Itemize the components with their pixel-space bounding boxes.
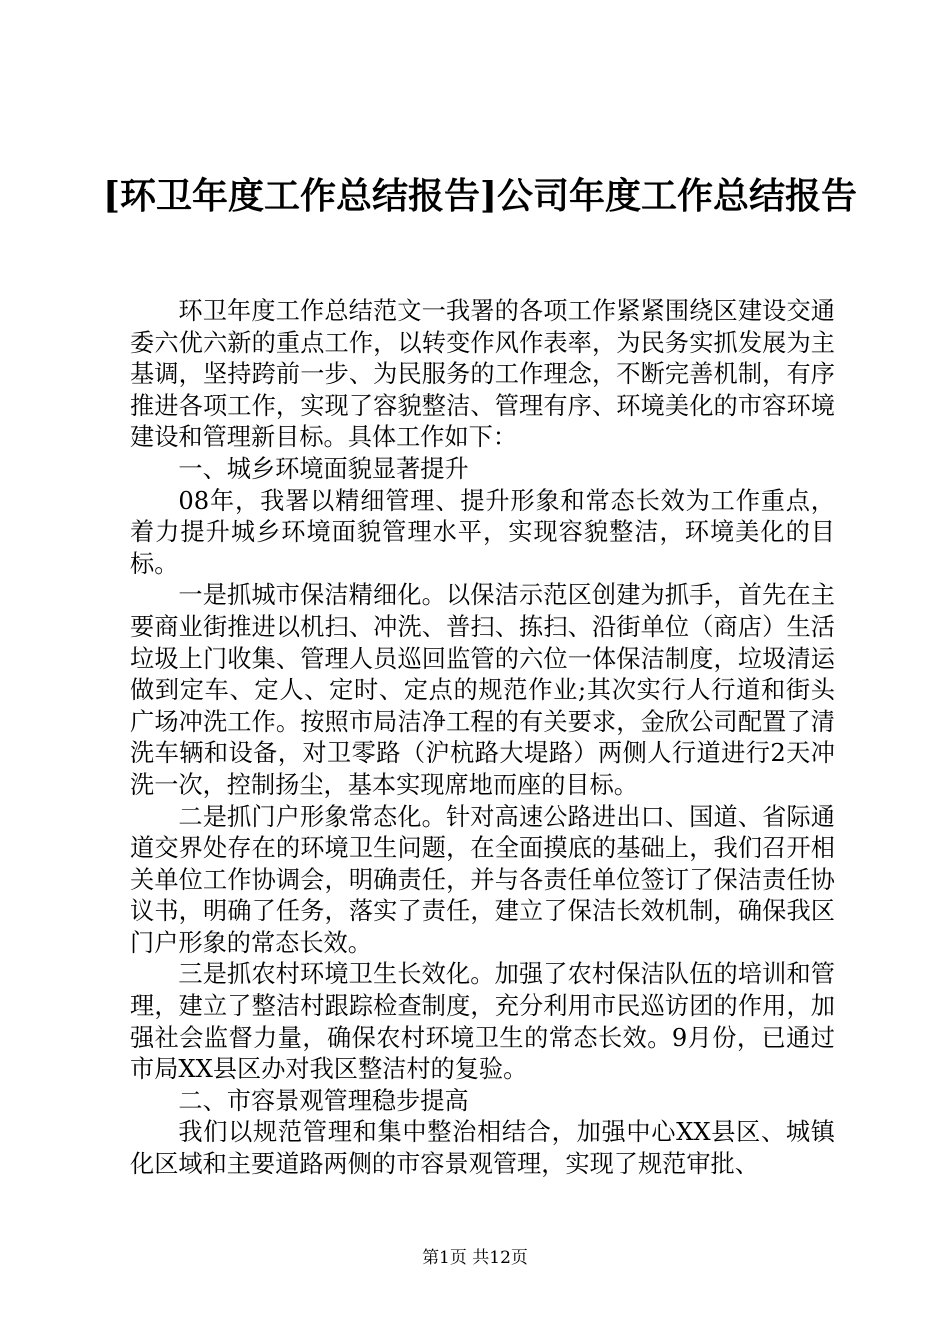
paragraph-gateway-image: 二是抓门户形象常态化。针对高速公路进出口、国道、省际通道交界处存在的环境卫生问题，在全面摸底的基础上，我们召开相关单位工作协调会，明确责任，并与各责任单位签订了保洁责任协议书，明确了任务，落实了责任，建立了保洁长效机制，确保我区门户形象的常态长效。 <box>130 802 835 957</box>
document-body <box>130 296 835 1181</box>
paragraph-cityscape-management: 我们以规范管理和集中整治相结合，加强中心XX县区、城镇化区域和主要道路两侧的市容景观管理，实现了规范审批、 <box>130 1118 835 1179</box>
paragraph-rural-sanitation: 三是抓农村环境卫生长效化。加强了农村保洁队伍的培训和管理，建立了整洁村跟踪检查制度，充分利用市民巡访团的作用，加强社会监督力量，确保农村环境卫生的常态长效。9月份，已通过市局XX县区办对我区整洁村的复验。 <box>130 960 835 1084</box>
section-heading-2: 二、市容景观管理稳步提高 <box>178 1086 469 1115</box>
paragraph-2008-summary: 08年，我署以精细管理、提升形象和常态长效为工作重点，着力提升城乡环境面貌管理水平，实现容貌整洁，环境美化的目标。 <box>130 486 835 578</box>
paragraph-intro: 环卫年度工作总结范文一我署的各项工作紧紧围绕区建设交通委六优六新的重点工作，以转变作风作表率，为民务实抓发展为主基调，坚持跨前一步、为民服务的工作理念，不断完善机制，有序推进各项工作，实现了容貌整洁、管理有序、环境美化的市容环境建设和管理新目标。具体工作如下： <box>130 297 835 452</box>
document-title: [环卫年度工作总结报告]公司年度工作总结报告 <box>102 175 858 217</box>
page-footer: 第1页 共12页 <box>422 1248 528 1268</box>
paragraph-city-cleaning: 一是抓城市保洁精细化。以保洁示范区创建为抓手，首先在主要商业街推进以机扫、冲洗、普扫、拣扫、沿街单位（商店）生活垃圾上门收集、管理人员巡回监管的六位一体保洁制度，垃圾清运做到定车、定人、定时、定点的规范作业;其次实行人行道和街头广场冲洗工作。按照市局洁净工程的有关要求，金欣公司配置了清洗车辆和设备，对卫零路（沪杭路大堤路）两侧人行道进行2天冲洗一次，控制扬尘，基本实现席地而座的目标。 <box>130 581 835 799</box>
section-heading-1: 一、城乡环境面貌显著提升 <box>178 454 469 483</box>
